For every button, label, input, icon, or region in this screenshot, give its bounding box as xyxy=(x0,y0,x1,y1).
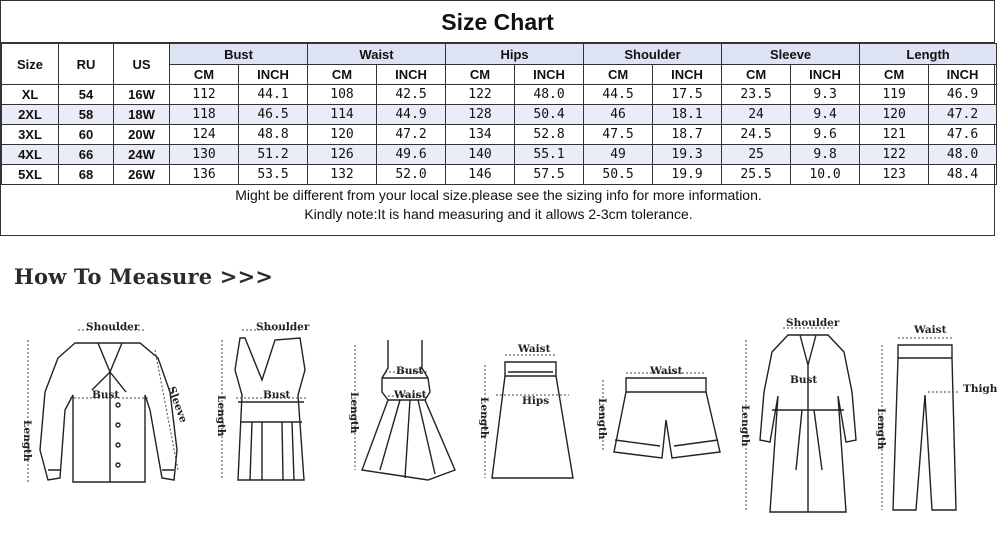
cell-value: 25.5 xyxy=(722,165,791,185)
cell-size: XL xyxy=(2,85,59,105)
cell-value: 48.4 xyxy=(929,165,997,185)
cell-value: 47.5 xyxy=(584,125,653,145)
header-shoulder: Shoulder xyxy=(584,44,722,65)
cell-value: 23.5 xyxy=(722,85,791,105)
unit-header: CM xyxy=(308,65,377,85)
cell-value: 128 xyxy=(446,105,515,125)
cell-value: 108 xyxy=(308,85,377,105)
table-row xyxy=(2,165,997,185)
cell-value: 47.6 xyxy=(929,125,997,145)
cell-us: 16W xyxy=(114,85,170,105)
cell-ru: 68 xyxy=(59,165,114,185)
label-waist-dress: Waist xyxy=(394,389,427,401)
cell-value: 19.9 xyxy=(653,165,722,185)
label-waist-skirt: Waist xyxy=(518,343,551,355)
label-length-tank: Length xyxy=(215,395,227,437)
table-row xyxy=(2,145,997,165)
cell-value: 47.2 xyxy=(377,125,446,145)
unit-header: CM xyxy=(446,65,515,85)
header-waist: Waist xyxy=(308,44,446,65)
header-ru: RU xyxy=(59,44,114,85)
cell-value: 136 xyxy=(170,165,239,185)
label-shoulder-blouse: Shoulder xyxy=(86,321,140,333)
cell-size: 2XL xyxy=(2,105,59,125)
cell-value: 57.5 xyxy=(515,165,584,185)
skirt-illustration xyxy=(492,362,573,478)
cell-value: 146 xyxy=(446,165,515,185)
unit-header: INCH xyxy=(377,65,446,85)
header-hips: Hips xyxy=(446,44,584,65)
cell-value: 122 xyxy=(446,85,515,105)
table-row xyxy=(2,105,997,125)
cell-value: 112 xyxy=(170,85,239,105)
label-bust-dress: Bust xyxy=(396,365,424,377)
notes xyxy=(1,186,996,224)
cell-value: 46 xyxy=(584,105,653,125)
label-length-skirt: Length xyxy=(478,397,490,439)
cell-value: 48.0 xyxy=(515,85,584,105)
shorts-illustration xyxy=(614,378,720,458)
cell-us: 24W xyxy=(114,145,170,165)
size-table xyxy=(1,43,997,185)
label-thigh-trousers: Thigh xyxy=(963,383,997,395)
label-length-trousers: Length xyxy=(875,408,887,450)
table-row xyxy=(2,85,997,105)
cell-value: 48.8 xyxy=(239,125,308,145)
cell-value: 52.0 xyxy=(377,165,446,185)
cell-value: 119 xyxy=(860,85,929,105)
label-waist-trousers: Waist xyxy=(914,324,947,336)
cell-value: 24 xyxy=(722,105,791,125)
header-bust: Bust xyxy=(170,44,308,65)
table-row xyxy=(2,125,997,145)
label-hips-skirt: Hips xyxy=(522,395,550,407)
cell-value: 46.5 xyxy=(239,105,308,125)
cell-us: 20W xyxy=(114,125,170,145)
cell-ru: 58 xyxy=(59,105,114,125)
cell-value: 50.4 xyxy=(515,105,584,125)
cell-value: 9.3 xyxy=(791,85,860,105)
cell-us: 26W xyxy=(114,165,170,185)
header-sleeve: Sleeve xyxy=(722,44,860,65)
cell-value: 134 xyxy=(446,125,515,145)
cell-size: 3XL xyxy=(2,125,59,145)
cell-value: 18.7 xyxy=(653,125,722,145)
cell-us: 18W xyxy=(114,105,170,125)
blouse-illustration xyxy=(40,343,177,482)
cell-value: 140 xyxy=(446,145,515,165)
cell-value: 44.1 xyxy=(239,85,308,105)
cell-value: 49.6 xyxy=(377,145,446,165)
unit-header: CM xyxy=(860,65,929,85)
cell-value: 44.9 xyxy=(377,105,446,125)
label-shoulder-coat: Shoulder xyxy=(786,317,840,329)
label-bust-blouse: Bust xyxy=(92,389,120,401)
unit-header: CM xyxy=(722,65,791,85)
cell-size: 4XL xyxy=(2,145,59,165)
cell-value: 130 xyxy=(170,145,239,165)
cell-value: 132 xyxy=(308,165,377,185)
dress-illustration xyxy=(362,340,455,480)
cell-size: 5XL xyxy=(2,165,59,185)
label-bust-tank: Bust xyxy=(263,389,291,401)
cell-value: 124 xyxy=(170,125,239,145)
cell-value: 48.0 xyxy=(929,145,997,165)
cell-value: 123 xyxy=(860,165,929,185)
cell-value: 9.6 xyxy=(791,125,860,145)
label-length-shorts: Length xyxy=(596,398,608,440)
cell-value: 17.5 xyxy=(653,85,722,105)
label-waist-shorts: Waist xyxy=(650,365,683,377)
header-size: Size xyxy=(2,44,59,85)
cell-value: 114 xyxy=(308,105,377,125)
cell-value: 52.8 xyxy=(515,125,584,145)
cell-value: 10.0 xyxy=(791,165,860,185)
cell-value: 118 xyxy=(170,105,239,125)
cell-value: 126 xyxy=(308,145,377,165)
unit-header: CM xyxy=(170,65,239,85)
label-sleeve-blouse: Sleeve xyxy=(165,384,190,425)
header-length: Length xyxy=(860,44,997,65)
size-chart xyxy=(0,0,995,236)
label-length-coat: Length xyxy=(739,405,751,447)
cell-value: 121 xyxy=(860,125,929,145)
header-us: US xyxy=(114,44,170,85)
cell-value: 120 xyxy=(860,105,929,125)
cell-ru: 66 xyxy=(59,145,114,165)
cell-value: 122 xyxy=(860,145,929,165)
note-line-1: Might be different from your local size.please see the sizing info for more information. xyxy=(235,187,762,203)
cell-value: 44.5 xyxy=(584,85,653,105)
cell-value: 24.5 xyxy=(722,125,791,145)
cell-value: 9.4 xyxy=(791,105,860,125)
unit-header: CM xyxy=(584,65,653,85)
cell-value: 42.5 xyxy=(377,85,446,105)
cell-ru: 54 xyxy=(59,85,114,105)
unit-header: INCH xyxy=(515,65,584,85)
cell-value: 53.5 xyxy=(239,165,308,185)
cell-value: 25 xyxy=(722,145,791,165)
label-shoulder-tank: Shoulder xyxy=(256,321,310,333)
cell-value: 46.9 xyxy=(929,85,997,105)
label-bust-coat: Bust xyxy=(790,374,818,386)
cell-value: 51.2 xyxy=(239,145,308,165)
cell-value: 55.1 xyxy=(515,145,584,165)
unit-header: INCH xyxy=(929,65,997,85)
cell-value: 19.3 xyxy=(653,145,722,165)
how-to-measure-heading: How To Measure >>> xyxy=(14,264,274,289)
cell-value: 18.1 xyxy=(653,105,722,125)
coat-illustration xyxy=(760,335,856,512)
cell-value: 9.8 xyxy=(791,145,860,165)
label-length-blouse: Length xyxy=(21,420,33,462)
trousers-illustration xyxy=(893,345,956,510)
label-length-dress: Length xyxy=(348,392,360,434)
tank-top-illustration xyxy=(235,338,305,480)
measure-illustrations xyxy=(0,300,997,556)
cell-value: 49 xyxy=(584,145,653,165)
unit-header: INCH xyxy=(239,65,308,85)
unit-header: INCH xyxy=(791,65,860,85)
note-line-2: Kindly note:It is hand measuring and it allows 2-3cm tolerance. xyxy=(304,206,693,222)
cell-value: 50.5 xyxy=(584,165,653,185)
unit-header: INCH xyxy=(653,65,722,85)
cell-value: 120 xyxy=(308,125,377,145)
cell-ru: 60 xyxy=(59,125,114,145)
cell-value: 47.2 xyxy=(929,105,997,125)
chart-title: Size Chart xyxy=(1,1,994,43)
